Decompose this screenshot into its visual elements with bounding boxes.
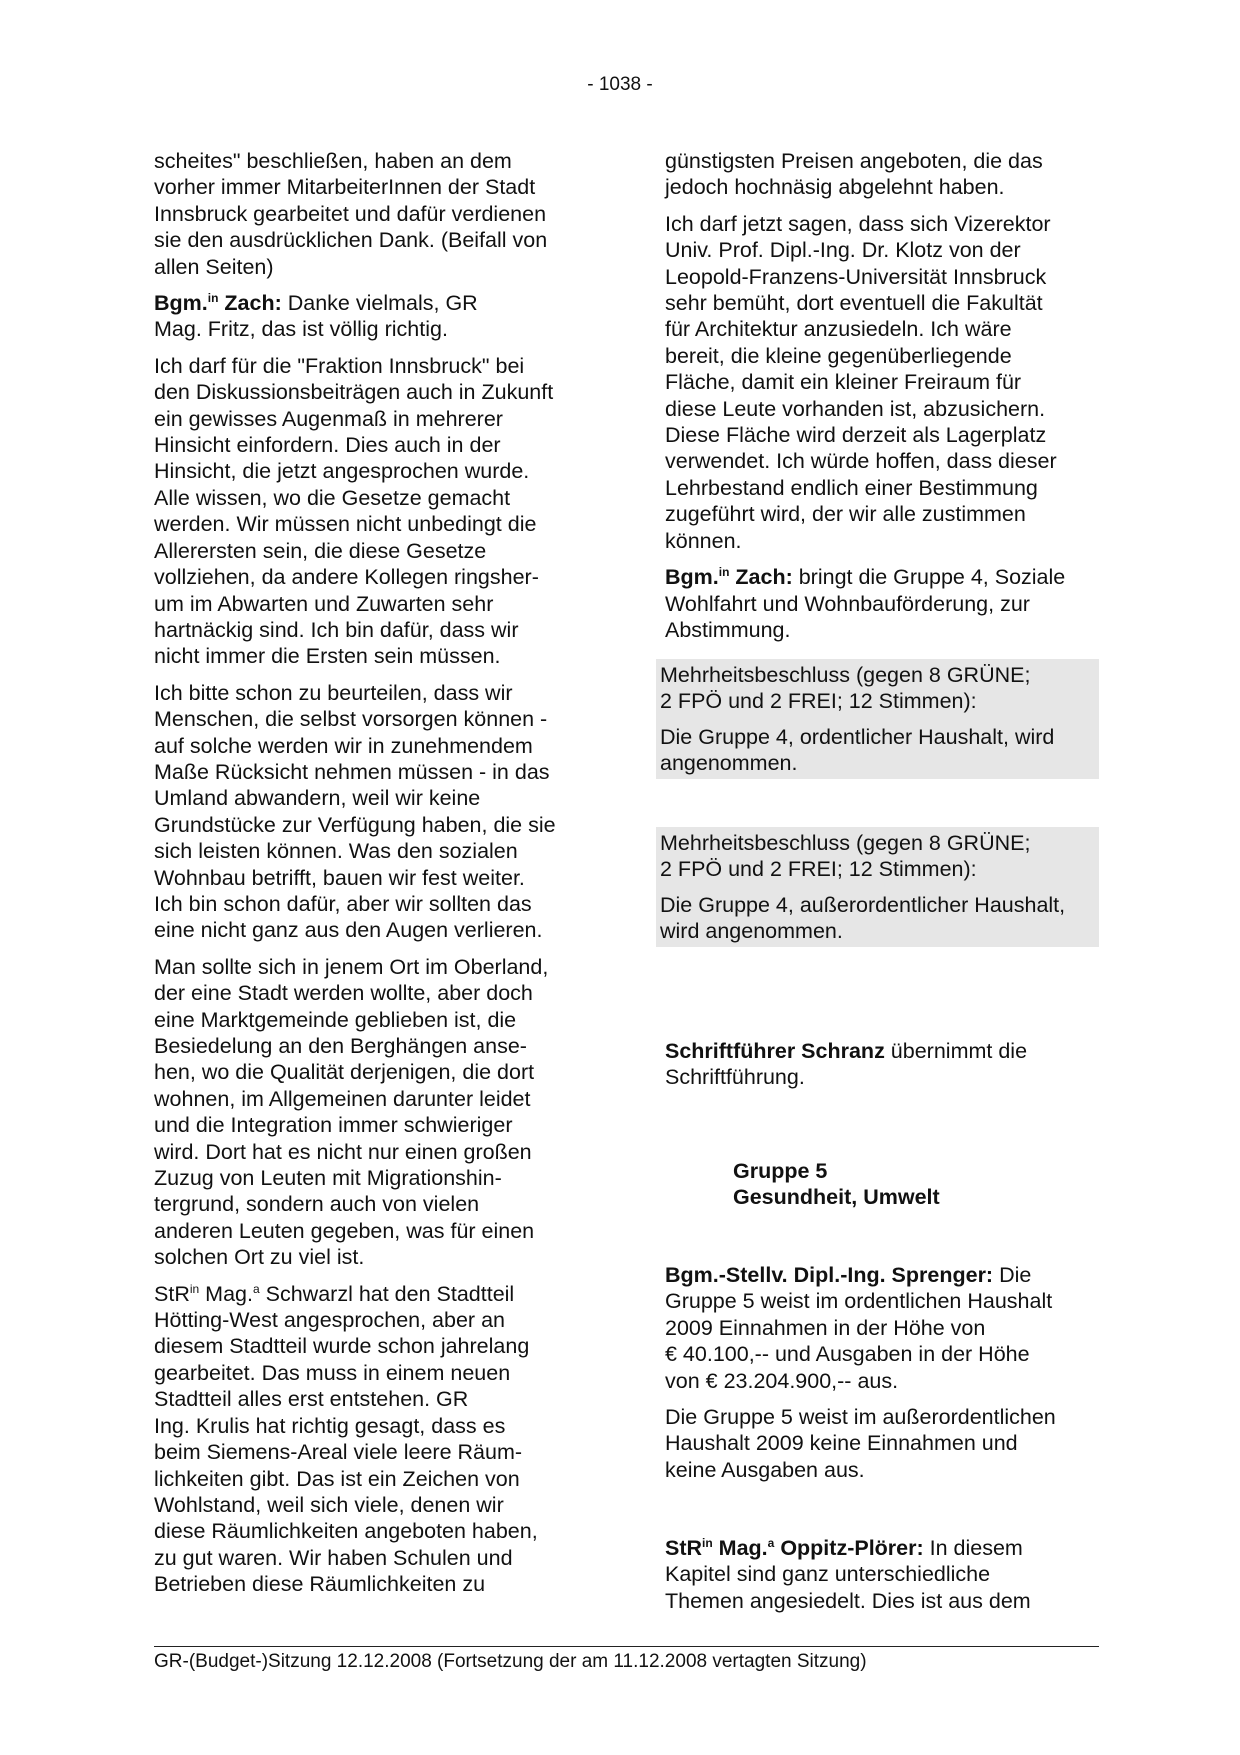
text-line: Wohlstand, weil sich viele, denen wir	[154, 1492, 504, 1517]
text-line: Leopold-Franzens-Universität Innsbruck	[665, 264, 1047, 289]
text-line: und die Integration immer schwieriger	[154, 1113, 513, 1138]
text-line: 2009 Einnahmen in der Höhe von	[665, 1315, 986, 1340]
left-paragraph-2	[154, 290, 594, 343]
vote-result-box-1	[656, 659, 1099, 779]
right-paragraph-2	[665, 211, 1105, 554]
text-line: bereit, die kleine gegenüberliegende	[665, 343, 1012, 368]
text-line: von € 23.204.900,-- aus.	[665, 1368, 899, 1393]
text-line: Themen angesiedelt. Dies ist aus dem	[665, 1588, 1031, 1613]
right-paragraph-1	[665, 148, 1105, 201]
group-heading	[733, 1158, 940, 1211]
text-line: sehr bemüht, dort eventuell die Fakultät	[665, 291, 1043, 316]
text-line: wird angenommen.	[660, 919, 843, 944]
text-line: Lehrbestand endlich einer Bestimmung	[665, 475, 1038, 500]
text-line: Die Gruppe 4, außerordentlicher Haushalt,	[660, 892, 1066, 917]
right-paragraph-3	[665, 564, 1105, 643]
text-line: Hötting-West angesprochen, aber an	[154, 1308, 505, 1333]
text-line: vollziehen, da andere Kollegen ringsher-	[154, 565, 539, 590]
oppitz-statement	[665, 1535, 1031, 1614]
text-line: beim Siemens-Areal viele leere Räum-	[154, 1440, 523, 1465]
text-line: können.	[665, 528, 742, 553]
text-line: Gruppe 5 weist im ordentlichen Haushalt	[665, 1289, 1053, 1314]
text-line: Ich darf für die "Fraktion Innsbruck" bei	[154, 353, 525, 378]
text-line: diese Leute vorhanden ist, abzusichern.	[665, 396, 1046, 421]
text-line: hen, wo die Qualität derjenigen, die dort	[154, 1060, 535, 1085]
heading-line: Gruppe 5	[733, 1159, 828, 1183]
text-line: Hinsicht, die jetzt angesprochen wurde.	[154, 459, 530, 484]
vote-text	[660, 892, 1095, 945]
text-line: angenommen.	[660, 751, 798, 776]
text-line: Haushalt 2009 keine Einnahmen und	[665, 1431, 1018, 1456]
text-line: Ing. Krulis hat richtig gesagt, dass es	[154, 1413, 506, 1438]
text-line: 2 FPÖ und 2 FREI; 12 Stimmen):	[660, 857, 977, 882]
text-line: eine Marktgemeinde geblieben ist, die	[154, 1007, 517, 1032]
text-line: Kapitel sind ganz unterschiedliche	[665, 1562, 991, 1587]
text-line: lichkeiten gibt. Das ist ein Zeichen von	[154, 1466, 520, 1491]
text-line: um im Abwarten und Zuwarten sehr	[154, 591, 494, 616]
text-line: Bgm.$^{in}$ Zach: bringt die Gruppe 4, Soziale	[665, 564, 1066, 590]
schriftfuehrer-note	[665, 1038, 1027, 1091]
text-line: diesem Stadtteil wurde schon jahrelang	[154, 1334, 530, 1359]
left-paragraph-3	[154, 353, 594, 670]
text-line: wird. Dort hat es nicht nur einen großen	[154, 1139, 532, 1164]
text-line: günstigsten Preisen angeboten, die das	[665, 149, 1043, 173]
text-line: 2 FPÖ und 2 FREI; 12 Stimmen):	[660, 689, 977, 714]
text-line: Bgm.$^{in}$ Zach: Danke vielmals, GR	[154, 290, 478, 316]
text-line: Ich bitte schon zu beurteilen, dass wir	[154, 680, 513, 705]
text-line: hartnäckig sind. Ich bin dafür, dass wir	[154, 617, 519, 642]
vote-text	[660, 724, 1095, 777]
text-line: € 40.100,-- und Ausgaben in der Höhe	[665, 1342, 1030, 1367]
text-line: eine nicht ganz aus den Augen verlieren.	[154, 918, 543, 943]
text-line: den Diskussionsbeiträgen auch in Zukunft	[154, 380, 554, 405]
text-line: Betrieben diese Räumlichkeiten zu	[154, 1572, 486, 1597]
text-line: anderen Leuten gegeben, was für einen	[154, 1218, 535, 1243]
text-line: für Architektur anzusiedeln. Ich wäre	[665, 317, 1012, 342]
text-line: werden. Wir müssen nicht unbedingt die	[154, 512, 537, 537]
text-line: zugeführt wird, der wir alle zustimmen	[665, 502, 1026, 527]
text-line: sie den ausdrücklichen Dank. (Beifall von	[154, 228, 548, 253]
speaker-name: Bgm.$^{in}$ Zach:	[665, 564, 793, 590]
sprenger-statement	[665, 1262, 1105, 1483]
text-line: Diese Fläche wird derzeit als Lagerplatz	[665, 423, 1047, 448]
text-line: Alle wissen, wo die Gesetze gemacht	[154, 485, 511, 510]
text-line: Ich bin schon dafür, aber wir sollten das	[154, 891, 532, 916]
speaker-name: Bgm.-Stellv. Dipl.-Ing. Sprenger:	[665, 1263, 994, 1287]
text-line: keine Ausgaben aus.	[665, 1457, 865, 1482]
text-line: Fläche, damit ein kleiner Freiraum für	[665, 370, 1022, 395]
text-line: Schriftführung.	[665, 1065, 805, 1090]
text-line: Maße Rücksicht nehmen müssen - in das	[154, 759, 550, 784]
text-line: auf solche werden wir in zunehmendem	[154, 733, 533, 758]
text-line: Schriftführer Schranz übernimmt die	[665, 1039, 1028, 1063]
vote-result	[660, 662, 1095, 715]
text-line: Wohnbau betrifft, bauen wir fest weiter.	[154, 865, 525, 890]
text-line: sich leisten können. Was den sozialen	[154, 839, 518, 864]
text-line: Besiedelung an den Berghängen anse-	[154, 1034, 527, 1058]
text-line: Die Gruppe 5 weist im außerordentlichen	[665, 1405, 1056, 1430]
text-line: ein gewisses Augenmaß in mehrerer	[154, 406, 503, 431]
text-line: allen Seiten)	[154, 254, 274, 279]
vote-result	[660, 830, 1095, 883]
text-line: Innsbruck gearbeitet und dafür verdienen	[154, 201, 547, 226]
text-line: Zuzug von Leuten mit Migrationshin-	[154, 1166, 502, 1191]
speaker-name: StR$^{in}$ Mag.$^a$ Oppitz-Plörer:	[665, 1535, 924, 1560]
text-line: jedoch hochnäsig abgelehnt haben.	[665, 175, 1005, 200]
text-line: nicht immer die Ersten sein müssen.	[154, 644, 501, 669]
heading-line: Gesundheit, Umwelt	[733, 1185, 940, 1210]
text-line: Bgm.-Stellv. Dipl.-Ing. Sprenger: Die	[665, 1263, 1032, 1287]
text-line: Die Gruppe 4, ordentlicher Haushalt, wird	[660, 724, 1055, 749]
text-line: Grundstücke zur Verfügung haben, die sie	[154, 812, 556, 837]
text-line: tergrund, sondern auch von vielen	[154, 1192, 480, 1217]
text-line: Ich darf jetzt sagen, dass sich Vizerektor	[665, 211, 1051, 236]
text-line: Abstimmung.	[665, 617, 791, 642]
page-number: - 1038 -	[587, 74, 653, 95]
text-line: StR$^{in}$ Mag.$^a$ Oppitz-Plörer: In diesem	[665, 1535, 1023, 1560]
text-line: Hinsicht einfordern. Dies auch in der	[154, 433, 501, 458]
left-paragraph-5	[154, 954, 594, 1271]
text-line: Man sollte sich in jenem Ort im Oberland,	[154, 954, 549, 979]
footer-text: GR-(Budget-)Sitzung 12.12.2008 (Fortsetzung der am 11.12.2008 vertagten Sitzung)	[154, 1651, 867, 1672]
text-line: Mag. Fritz, das ist völlig richtig.	[154, 317, 448, 342]
text-line: vorher immer MitarbeiterInnen der Stadt	[154, 175, 536, 200]
text-line: zu gut waren. Wir haben Schulen und	[154, 1545, 513, 1570]
text-line: Allerersten sein, die diese Gesetze	[154, 538, 487, 563]
left-column	[154, 148, 594, 1608]
text-line: der eine Stadt werden wollte, aber doch	[154, 981, 533, 1006]
text-line: Mehrheitsbeschluss (gegen 8 GRÜNE;	[660, 663, 1031, 687]
text-line: Wohlfahrt und Wohnbauförderung, zur	[665, 591, 1030, 616]
text-line: wohnen, im Allgemeinen darunter leidet	[154, 1086, 531, 1111]
text-line: scheites" beschließen, haben an dem	[154, 149, 512, 173]
text-line: StR$^{in}$ Mag.$^a$ Schwarzl hat den Stadtteil	[154, 1281, 515, 1306]
left-paragraph-6	[154, 1281, 594, 1598]
text-line: diese Räumlichkeiten angeboten haben,	[154, 1519, 538, 1544]
left-paragraph-4	[154, 680, 594, 944]
text-line: verwendet. Ich würde hoffen, dass dieser	[665, 449, 1057, 474]
left-paragraph-1	[154, 148, 594, 280]
text-line: Mehrheitsbeschluss (gegen 8 GRÜNE;	[660, 831, 1031, 855]
sprenger-paragraph-2	[665, 1404, 1105, 1483]
text-line: Umland abwandern, weil wir keine	[154, 786, 481, 811]
text-line: Menschen, die selbst vorsorgen können -	[154, 707, 548, 732]
text-line: gearbeitet. Das muss in einem neuen	[154, 1360, 511, 1385]
vote-result-box-2	[656, 827, 1099, 947]
text-line: Stadtteil alles erst entstehen. GR	[154, 1387, 469, 1412]
speaker-name: Bgm.$^{in}$ Zach:	[154, 290, 282, 316]
footer-divider	[154, 1646, 1099, 1647]
text-line: Univ. Prof. Dipl.-Ing. Dr. Klotz von der	[665, 238, 1021, 263]
right-column	[665, 148, 1105, 653]
text-line: solchen Ort zu viel ist.	[154, 1245, 365, 1270]
sprenger-paragraph-1	[665, 1262, 1105, 1394]
